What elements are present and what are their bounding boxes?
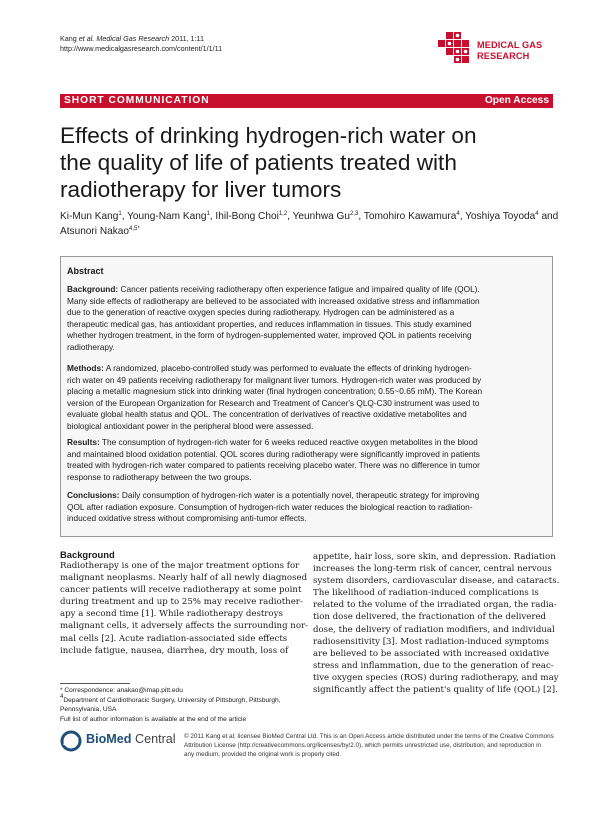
author-line-2: Atsunori Nakao$^{4,5*}$ [60, 226, 140, 237]
citation-line: Kang et al. Medical Gas Research 2011, 1:11 [60, 34, 205, 43]
body-column-left: Background Radiotherapy is one of the major treatment options for malignant neoplasms. Nearly half of all newly diagnosed cancer patients will receive radiotherapy at some point during treatment and up to 25% may receive radiother- apy a second time [1]. While radiotherapy destroys malignant cells, it adversely affects the surrounding nor- mal cells [2]. Acute radiation-associated side effects include fatigue, nausea, diarrhea, dry mouth, loss of [60, 549, 309, 656]
license-statement: © 2011 Kang et al; licensee BioMed Central Ltd. This is an Open Access article distributed under the terms of the Creative Commons Attribution License (http://creativecommons.org/licenses/by/2.0), which permits unrestricted use, distribution, and reproduction in any medium, provided the original work is properly cited. [184, 733, 554, 759]
article-title: Effects of drinking hydrogen-rich water on the quality of life of patients treated with radiotherapy for liver tumors [60, 123, 477, 202]
body-column-right: appetite, hair loss, sore skin, and depression. Radiation increases the long-term risk of cancer, central nervous system disorders, cardiovascular disease, and cataracts. The likelihood of radiation-induced complications is related to the volume of the irradiated organ, the radia- tion dose delivered, the fractionation of the delivered dose, the delivery of radiation modifiers, and individual radiosensitivity [3]. Most radiation-induced symptoms are believed to be associated with increased oxidative stress and inflammation, due to the generation of reac- tive oxygen species (ROS) during radiotherapy, and may significantly affect the patient's quality of life (QOL) [2]. [313, 552, 560, 696]
article-url-link[interactable]: http://www.medicalgasresearch.com/content/1/1/11 [60, 44, 223, 53]
publisher-logo [60, 728, 180, 758]
footnotes: * Correspondence: anakao@imap.pitt.edu $^4$Department of Cardiothoracic Surgery, University of Pittsburgh, Pittsburgh, Pennsylvania, USA Full list of author information is available at the end of the article [60, 686, 305, 724]
footnote-divider [60, 683, 130, 684]
abstract-methods: Methods: A randomized, placebo-controlled study was performed to evaluate the effects of drinking hydrogen- rich water on 49 patients receiving radiotherapy for malignant liver tumors. Hydrogen-rich water was produced by placing a metallic magnesium stick into drinking water (final hydrogen concentration; 0.55~0.65 mM). The Korean version of the European Organization for Research and Treatment of Cancer's QLQ-C30 instrument was used to evaluate global health status and QOL. The concentration of derivatives of reactive oxidative metabolites and biological antioxidant power in the peripheral blood were assessed. [67, 363, 483, 431]
author-list [60, 209, 559, 239]
journal-logo-text: MEDICAL GAS RESEARCH [477, 40, 543, 61]
biomed-central-swirl-icon [60, 730, 82, 752]
abstract-box [60, 256, 553, 537]
abstract-heading: Abstract [67, 266, 104, 276]
correspondence-email[interactable]: * Correspondence: anakao@imap.pitt.edu [60, 687, 183, 694]
journal-logo [436, 30, 556, 74]
abstract-results: Results: The consumption of hydrogen-rich water for 6 weeks reduced reactive oxygen metabolites in the blood and maintained blood oxidation potential. QOL scores during radiotherapy were significantly improved in patients treated with hydrogen-rich water compared to patients receiving placebo water. There was no difference in tumor response to radiotherapy between the two groups. [67, 437, 480, 482]
molecule-logo-icon [436, 30, 474, 68]
section-heading-background: Background [60, 549, 115, 560]
abstract-conclusions: Conclusions: Daily consumption of hydrogen-rich water is a potentially novel, therapeutic strategy for improving QOL after radiation exposure. Consumption of hydrogen-rich water reduces the biological reaction to radiation- induced oxidative stress without compromising anti-tumor effects. [67, 490, 480, 524]
author-line-1: Ki-Mun Kang$^1$, Young-Nam Kang$^1$, Ihil-Bong Choi$^{1,2}$, Yeunhwa Gu$^{2,3}$, Tomohiro Kawamura$^4$, Yoshiya Toyoda$^4$ and [60, 211, 559, 222]
open-access-label: Open Access [484, 95, 549, 106]
abstract-background: Background: Cancer patients receiving radiotherapy often experience fatigue and impaired quality of life (QOL). Many side effects of radiotherapy are believed to be associated with increased oxidative stress and inflammation due to the generation of reactive oxygen species during radiotherapy. Hydrogen can be administered as a therapeutic medical gas, has antioxidant properties, and reduces inflammation in tissues. This study examined whether hydrogen treatment, in the form of hydrogen-supplemented water, improved QOL in patients receiving radiotherapy. [67, 284, 480, 352]
article-type-label: SHORT COMMUNICATION [64, 95, 210, 106]
running-header [60, 34, 222, 54]
publisher-name: BioMed Central [86, 732, 176, 746]
article-type-banner [60, 94, 553, 108]
